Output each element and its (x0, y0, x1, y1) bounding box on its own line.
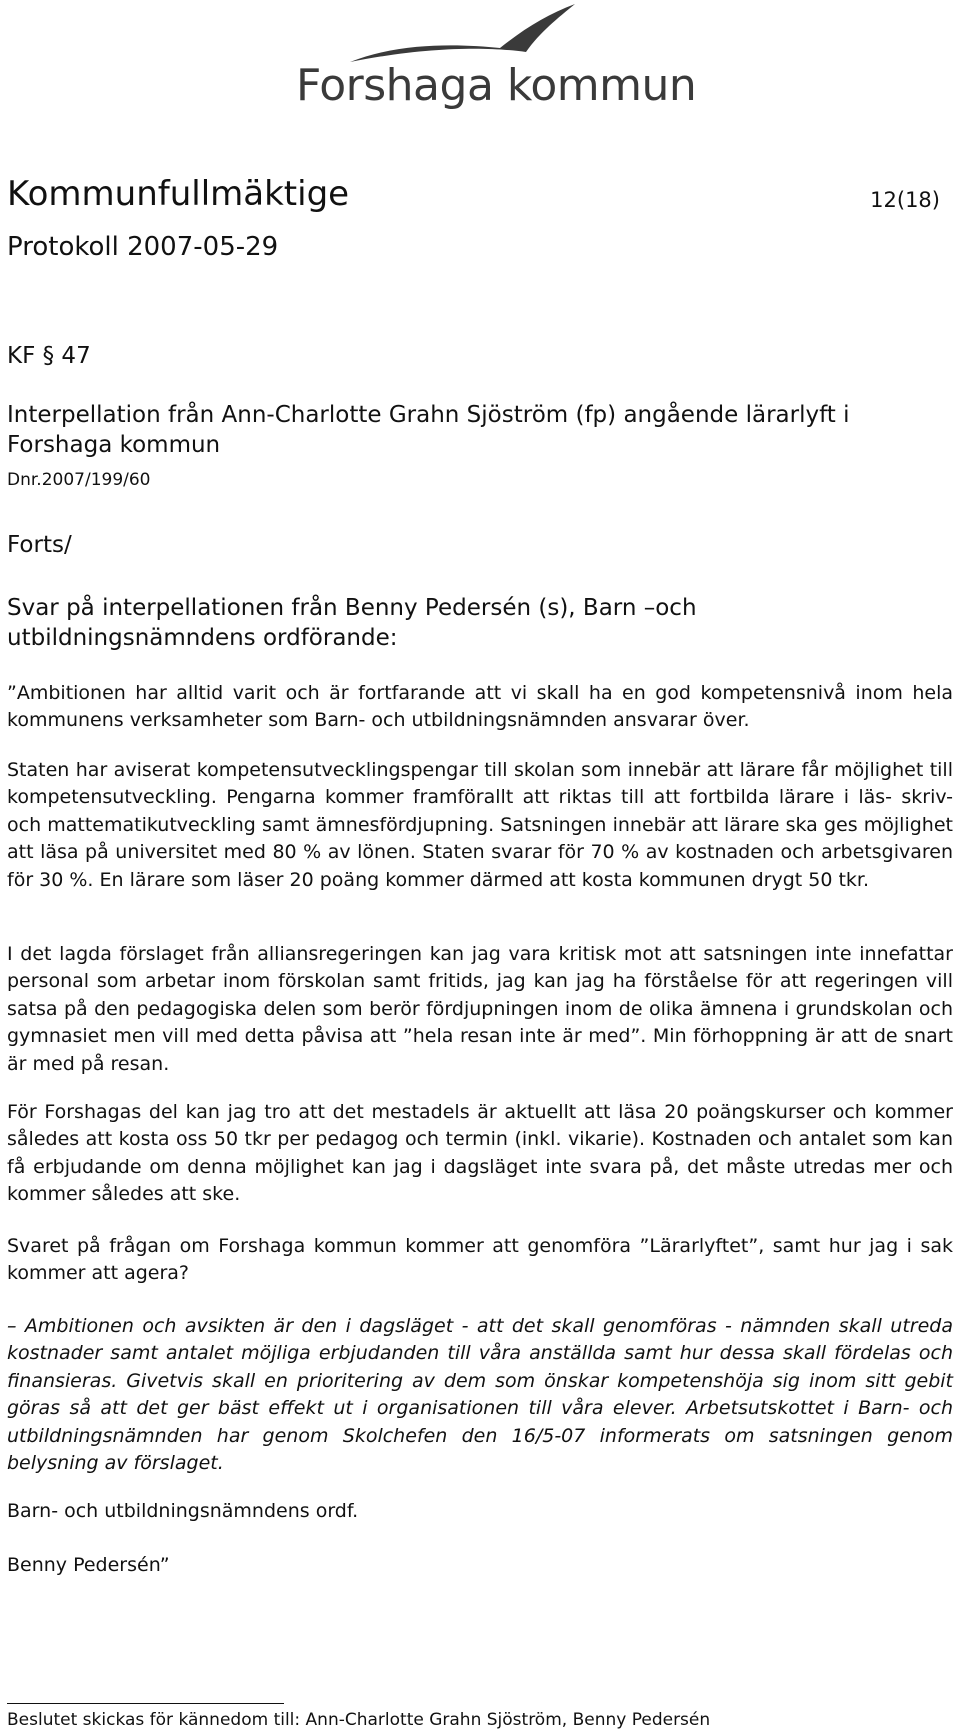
page-number: 12(18) (870, 188, 940, 212)
distribution-note: Beslutet skickas för kännedom till: Ann-Charlotte Grahn Sjöström, Benny Pedersén (7, 1710, 711, 1730)
signature-name: Benny Pedersén” (7, 1554, 170, 1576)
protocol-date: Protokoll 2007-05-29 (7, 232, 279, 262)
case-reference: Dnr.2007/199/60 (7, 470, 151, 490)
logo-text: Forshaga kommun (296, 60, 697, 111)
body-paragraph-4: För Forshagas del kan jag tro att det mestadels är aktuellt att läsa 20 poängskurser och kommer således att kosta oss 50 tkr per pedagog och termin (inkl. vikarie). Kostnaden och antalet som kan få erbjudande om denna möjlighet kan jag i dagsläget inte svara på, det måste utredas mer och kommer således att ske. (7, 1101, 953, 1206)
document-title: Kommunfullmäktige (7, 174, 350, 214)
body-paragraph-2: Staten har aviserat kompetensutvecklingspengar till skolan som innebär att lärare får möjlighet till kompetensutveckling. Pengarna kommer framförallt att riktas till att fortbilda lärare i läs- skriv- och mattematikutveckling samt ämnesfördjupning. Satsningen innebär att lärare ska ges möjlighet att läsa på universitet med 80 % av lönen. Staten svarar för 70 % av kostnaden och arbetsgivaren för 30 %. En lärare som läser 20 poäng kommer därmed att kosta kommunen drygt 50 tkr. (7, 759, 953, 891)
case-heading: Interpellation från Ann-Charlotte Grahn Sjöström (fp) angående lärarlyft i Forshaga kommun (7, 402, 850, 458)
body-paragraph-1: ”Ambitionen har alltid varit och är fortfarande att vi skall ha en god kompetensnivå inom hela kommunens verksamheter som Barn- och utbildningsnämnden ansvarar över. (7, 682, 953, 732)
paragraph-number: KF § 47 (7, 343, 91, 369)
footer-divider (7, 1703, 284, 1704)
body-paragraph-5: Svaret på frågan om Forshaga kommun kommer att genomföra ”Lärarlyftet”, samt hur jag i sak kommer att agera? (7, 1235, 953, 1285)
continued-label: Forts/ (7, 532, 72, 558)
body-paragraph-6: – Ambitionen och avsikten är den i dagsläget - att det skall genomföras - nämnden skall utreda kostnader samt antalet möjliga erbjudanden till våra anställda samt hur dessa skall fördelas och finansieras. Givetvis skall en prioritering av dem som önskar kompetenshöja sig inom sitt gebit göras så att det ger bäst effekt ut i organisationen till våra elever. Arbetsutskottet i Barn- och utbildningsnämnden har genom Skolchefen den 16/5-07 informerats om satsningen genom belysning av förslaget. (7, 1315, 953, 1475)
signature-role: Barn- och utbildningsnämndens ordf. (7, 1500, 359, 1522)
municipality-logo (290, 0, 697, 120)
answer-heading: Svar på interpellationen från Benny Pedersén (s), Barn –och utbildningsnämndens ordförande: (7, 595, 697, 651)
body-paragraph-3: I det lagda förslaget från alliansregeringen kan jag vara kritisk mot att satsningen inte innefattar personal som arbetar inom förskolan samt fritids, jag kan jag ha förståelse för att regeringen vill satsa på den pedagogiska delen som berör fördjupningen inom de olika ämnena i grundskolan och gymnasiet men vill med detta påvisa att ”hela resan inte är med”. Min förhoppning är att de snart är med på resan. (7, 943, 953, 1075)
